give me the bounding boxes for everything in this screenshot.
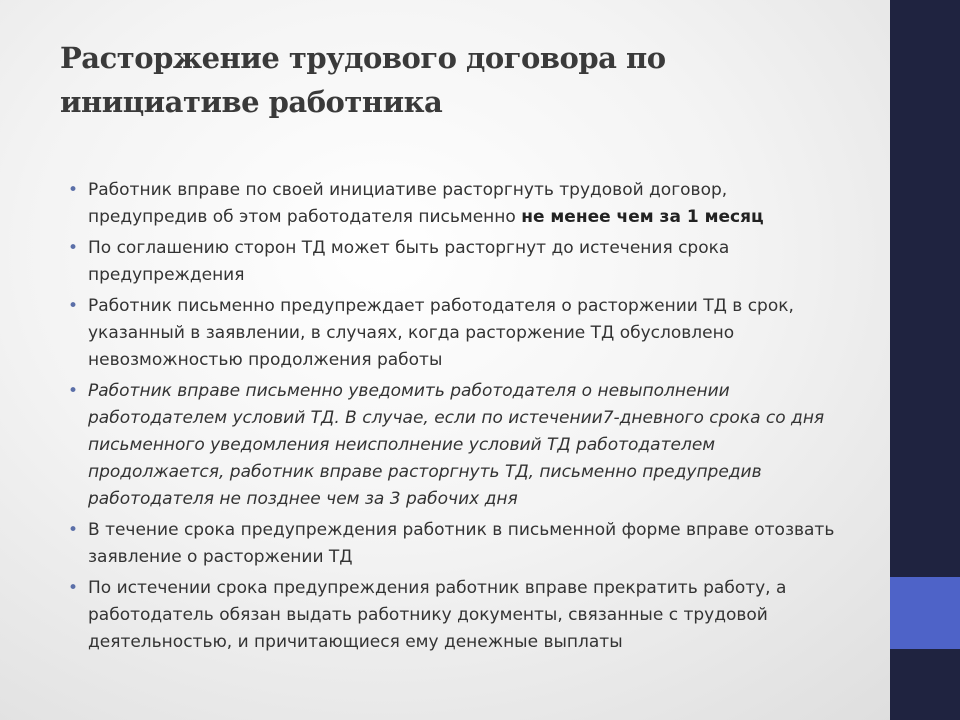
list-item xyxy=(68,293,848,374)
list-item xyxy=(68,517,848,571)
item-text: Работник вправе по своей инициативе расторгнуть трудовой договор, предупредив об этом работодателя письменно xyxy=(88,180,728,227)
slide-title xyxy=(60,36,860,124)
list-item xyxy=(68,235,848,289)
item-text: Работник вправе письменно уведомить работодателя о невыполнении работодателем условий ТД. В случае, если по истечении7-дневного срока со дня письменного уведомления неисполнение условий ТД работодателем продолжается, работник вправе расторгнуть ТД, письменно предупредив работодателя не позднее чем за 3 рабочих дня xyxy=(88,381,825,509)
item-text: По истечении срока предупреждения работник вправе прекратить работу, а работодатель обязан выдать работнику документы, связанные с трудовой деятельностью, и причитающиеся ему денежные выплаты xyxy=(88,578,787,652)
item-bold-text: не менее чем за 1 месяц xyxy=(521,207,764,227)
list-item xyxy=(68,378,848,513)
bullet-icon: • xyxy=(68,238,79,258)
list-item xyxy=(68,575,848,656)
title-line-1: Расторжение трудового договора по xyxy=(60,41,666,75)
bullet-icon: • xyxy=(68,180,79,200)
bullet-icon: • xyxy=(68,520,79,540)
bullet-list xyxy=(68,177,848,660)
bullet-icon: • xyxy=(68,381,79,401)
item-text: В течение срока предупреждения работник в письменной форме вправе отозвать заявление о расторжении ТД xyxy=(88,520,835,567)
bullet-icon: • xyxy=(68,296,79,316)
title-line-2: инициативе работника xyxy=(60,85,443,119)
item-text: Работник письменно предупреждает работодателя о расторжении ТД в срок, указанный в заявлении, в случаях, когда расторжение ТД обусловлено невозможностью продолжения работы xyxy=(88,296,794,370)
item-text: По соглашению сторон ТД может быть расторгнут до истечения срока предупреждения xyxy=(88,238,730,285)
list-item xyxy=(68,177,848,231)
sidebar-accent-block xyxy=(890,577,960,649)
bullet-icon: • xyxy=(68,578,79,598)
